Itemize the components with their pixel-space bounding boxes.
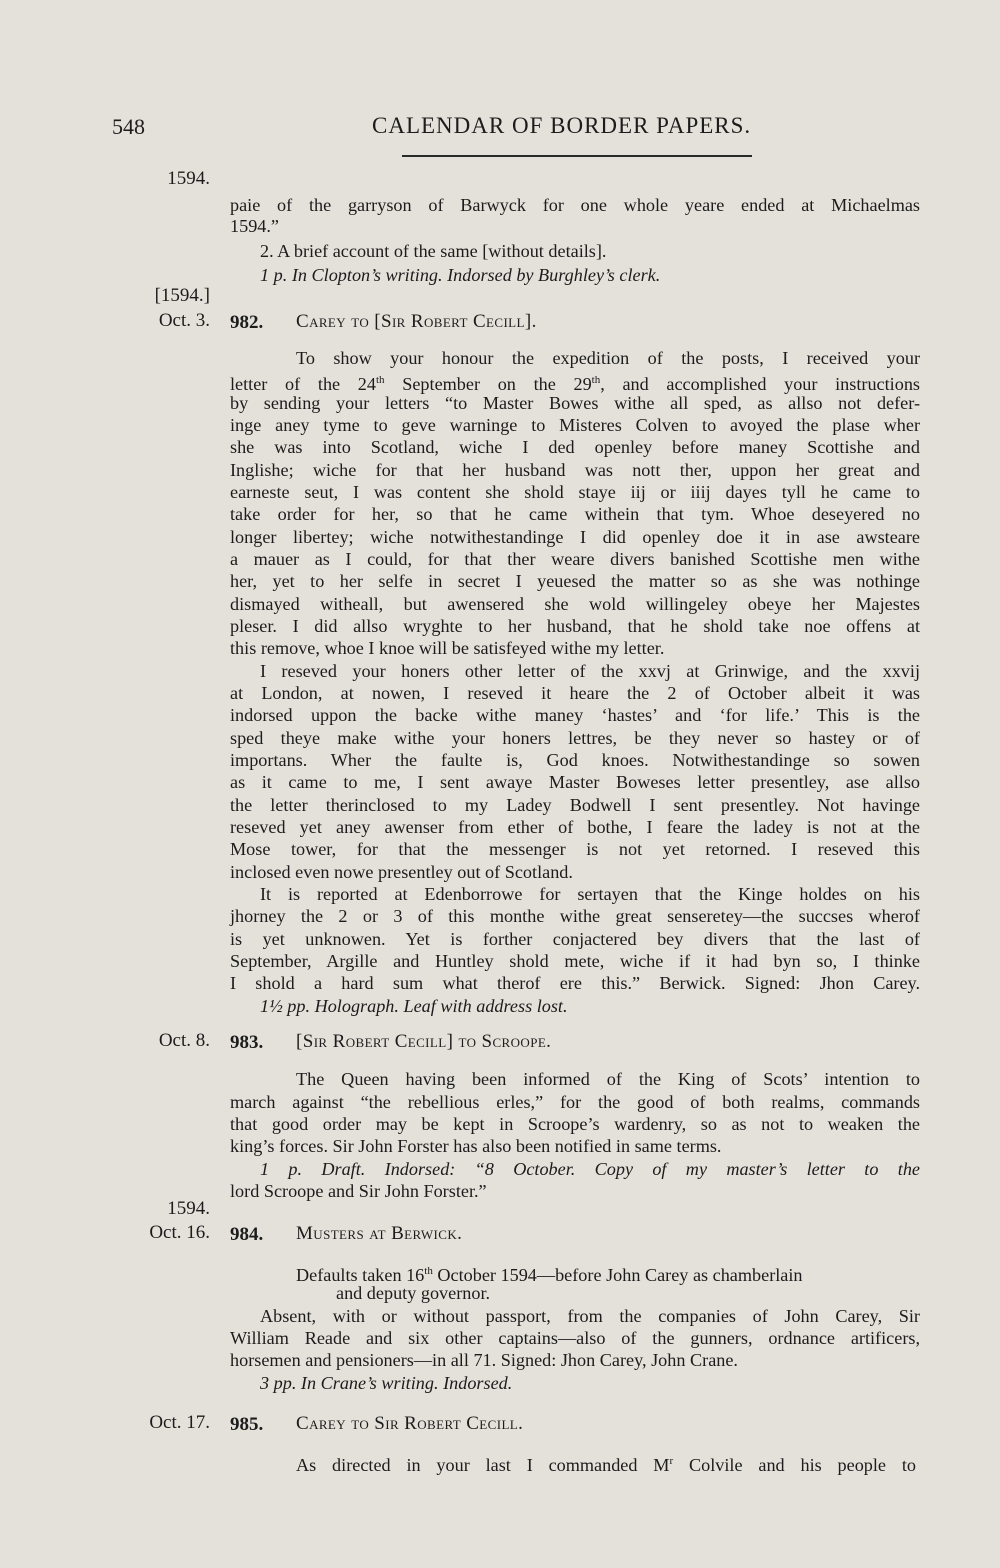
text-line: letter of the 24th September on the 29th, and accomplished your instructions — [230, 374, 920, 395]
text-line: by sending your letters “to Master Bowes withe all sped, as allso not defer- — [230, 393, 920, 413]
text-line: Inglishe; wiche for that her husband was nott ther, uppon her great and — [230, 460, 920, 480]
text-line: that good order may be kept in Scroope’s wardenry, so as not to weaken the — [230, 1114, 920, 1134]
text-line: as it came to me, I sent awaye Master Boweses letter presentley, ase allso — [230, 772, 920, 792]
text-line: inge aney tyme to geve warninge to Misteres Colven to avoyed the plase wher — [230, 415, 920, 435]
entry-number: 985. — [230, 1414, 264, 1435]
text-line: and deputy governor. — [336, 1283, 491, 1303]
text-line: 2. A brief account of the same [without details]. — [260, 241, 607, 261]
text-line: her, yet to her selfe in secret I yeuesed the matter so as she was nothinge — [230, 571, 920, 591]
page-number: 548 — [112, 114, 145, 139]
entry-heading: Carey to Sir Robert Cecill. — [296, 1413, 524, 1434]
text-line: Defaults taken 16th October 1594—before John Carey as chamberlain — [296, 1265, 803, 1286]
text-line: horsemen and pensioners—in all 71. Signed: Jhon Carey, John Crane. — [230, 1350, 738, 1370]
margin-year: 1594. — [167, 1198, 210, 1219]
text-line: at London, at nowen, I reseved it heare the 2 of October albeit it was — [230, 683, 920, 703]
text-line: Mose tower, for that the messenger is not yet retorned. I reseved this — [230, 839, 920, 859]
text-line: earneste seut, I was content she shold staye iij or iiij dayes tyll he came to — [230, 482, 920, 502]
margin-date: Oct. 3. — [158, 310, 210, 331]
text-line: paie of the garryson of Barwyck for one whole yeare ended at Michaelmas — [230, 195, 920, 215]
text-line: The Queen having been informed of the King of Scots’ intention to — [296, 1069, 920, 1089]
text-line: sped theye make withe your honers lettres, be they never so hastey or of — [230, 728, 920, 748]
text-line: As directed in your last I commanded $M^r$ Colvile and his people to — [296, 1455, 916, 1476]
margin-date: Oct. 17. — [149, 1412, 210, 1433]
text-line: the letter therinclosed to my Ladey Bodwell I sent presentley. Not havinge — [230, 795, 920, 815]
entry-number: 983. — [230, 1032, 264, 1053]
margin-year: 1594. — [167, 168, 210, 189]
margin-year-bracketed: [1594.] — [154, 285, 210, 306]
text-line: To show your honour the expedition of the posts, I received your — [296, 348, 920, 368]
entry-heading: Musters at Berwick. — [296, 1223, 463, 1244]
text-line: indorsed uppon the backe withe maney ‘hastes’ and ‘for life.’ This is the — [230, 705, 920, 725]
entry-heading: Carey to [Sir Robert Cecill]. — [296, 311, 537, 332]
margin-date: Oct. 16. — [149, 1222, 210, 1243]
text-line: is yet unknowen. Yet is forther conjactered bey divers that the last of — [230, 929, 920, 949]
text-line: this remove, whoe I knoe will be satisfeyed withe my letter. — [230, 638, 665, 658]
text-line: reseved yet aney awenser from ether of bothe, I feare the ladey is not at the — [230, 817, 920, 837]
text-line: dismayed witheall, but awensered she wold willingeley obeye her Majestes — [230, 594, 920, 614]
text-line: I shold a hard sum what therof ere this.” Berwick. Signed: Jhon Carey. — [230, 973, 920, 993]
text-line: march against “the rebellious erles,” for the good of both realms, commands — [230, 1092, 920, 1112]
text-line: 1594.” — [230, 216, 279, 236]
text-line: inclosed even nowe presentley out of Scotland. — [230, 862, 573, 882]
text-line: It is reported at Edenborrowe for sertayen that the Kinge holdes on his — [260, 884, 920, 904]
text-line: lord Scroope and Sir John Forster.” — [230, 1181, 487, 1201]
endorsement-note: 1 p. Draft. Indorsed: “8 October. Copy of my master’s letter to the — [260, 1159, 920, 1179]
endorsement-note: 3 pp. In Crane’s writing. Indorsed. — [260, 1373, 513, 1393]
endorsement-note: 1 p. In Clopton’s writing. Indorsed by Burghley’s clerk. — [260, 265, 661, 285]
running-title: CALENDAR OF BORDER PAPERS. — [372, 113, 752, 138]
text-line: pleser. I did allso wryghte to her husband, that he shold take noe offens at — [230, 616, 920, 636]
entry-number: 984. — [230, 1224, 264, 1245]
header-rule — [402, 155, 752, 157]
entry-heading: [Sir Robert Cecill] to Scroope. — [296, 1031, 552, 1052]
endorsement-note: 1½ pp. Holograph. Leaf with address lost. — [260, 996, 568, 1016]
text-line: king’s forces. Sir John Forster has also been notified in same terms. — [230, 1136, 722, 1156]
text-line: September, Argille and Huntley shold mete, wiche if it had byn so, I thinke — [230, 951, 920, 971]
text-line: take order for her, so that he came withein that tym. Whoe deseyered no — [230, 504, 920, 524]
margin-date: Oct. 8. — [158, 1030, 210, 1051]
text-line: she was into Scotland, wiche I ded openley before maney Scottishe and — [230, 437, 920, 457]
text-line: William Reade and six other captains—also of the gunners, ordnance artificers, — [230, 1328, 920, 1348]
text-line: jhorney the 2 or 3 of this monthe withe great senseretey—the succses wherof — [230, 906, 920, 926]
entry-number: 982. — [230, 312, 264, 333]
text-line: longer libertey; wiche notwithestandinge I did openley doe it in ase awsteare — [230, 527, 920, 547]
text-line: importans. Wher the faulte is, God knoes. Notwithestandinge so sowen — [230, 750, 920, 770]
text-line: I reseved your honers other letter of the xxvj at Grinwige, and the xxvij — [260, 661, 920, 681]
text-line: Absent, with or without passport, from the companies of John Carey, Sir — [260, 1306, 920, 1326]
text-line: a mauer as I could, for that ther weare divers banished Scottishe men withe — [230, 549, 920, 569]
